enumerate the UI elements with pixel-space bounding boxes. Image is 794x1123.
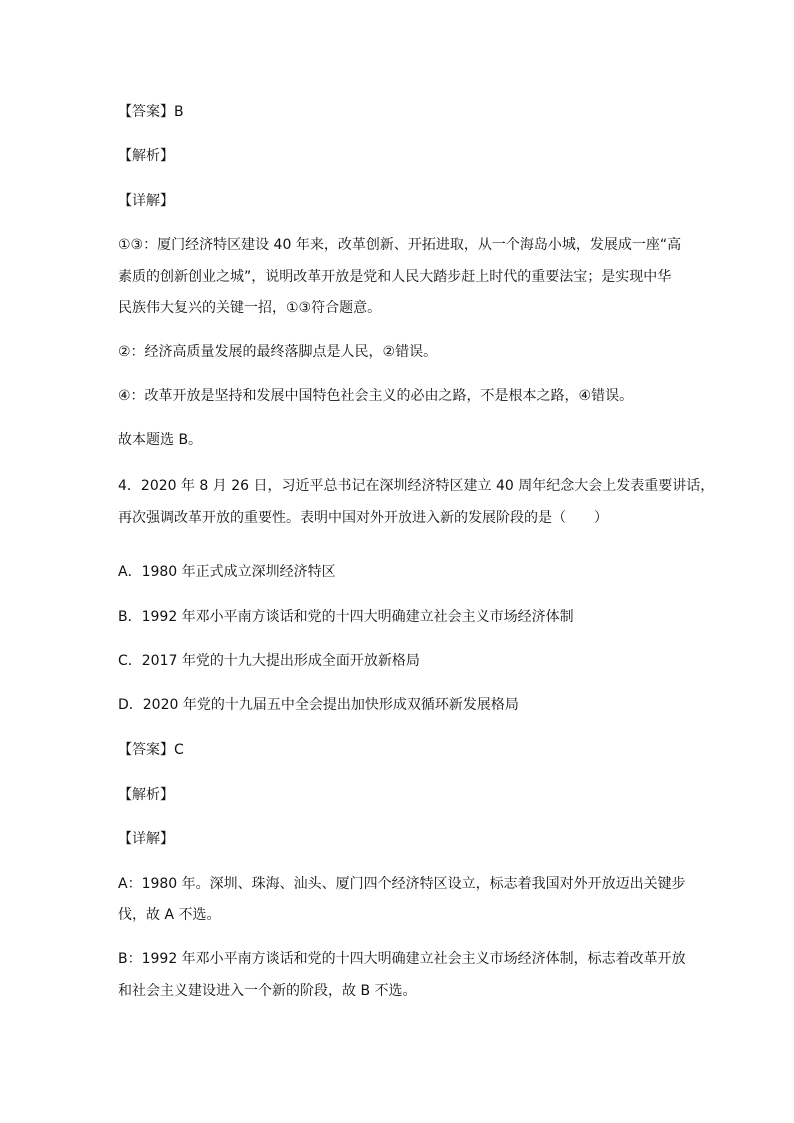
option-b: B．1992 年邓小平南方谈话和党的十四大明确建立社会主义市场经济体制 bbox=[118, 609, 574, 625]
detail-label-1: 【详解】 bbox=[118, 193, 174, 209]
explanation-4: ④：改革开放是坚持和发展中国特色社会主义的必由之路，不是根本之路，④错误。 bbox=[118, 388, 634, 404]
analysis-label-2: 【解析】 bbox=[118, 787, 174, 803]
answer-label-2: 【答案】C bbox=[118, 742, 184, 758]
detail-label-2: 【详解】 bbox=[118, 831, 174, 847]
explanation-13-line-2: 素质的创新创业之城”，说明改革开放是党和人民大踏步赶上时代的重要法宝；是实现中华 bbox=[118, 269, 672, 285]
explanation-13-line-3: 民族伟大复兴的关键一招，①③符合题意。 bbox=[118, 300, 382, 316]
explanation-b-line-2: 和社会主义建设进入一个新的阶段，故 B 不选。 bbox=[118, 983, 417, 999]
explanation-a-line-2: 伐，故 A 不选。 bbox=[118, 907, 221, 923]
explanation-b-line-1: B：1992 年邓小平南方谈话和党的十四大明确建立社会主义市场经济体制，标志着改革开放 bbox=[118, 951, 686, 967]
option-a: A．1980 年正式成立深圳经济特区 bbox=[118, 564, 336, 580]
question-4-line-1: 4．2020 年 8 月 26 日，习近平总书记在深圳经济特区建立 40 周年纪念大会上发表重要讲话， bbox=[118, 478, 715, 494]
analysis-label-1: 【解析】 bbox=[118, 148, 174, 164]
explanation-2: ②：经济高质量发展的最终落脚点是人民，②错误。 bbox=[118, 344, 438, 360]
question-4-line-2: 再次强调改革开放的重要性。表明中国对外开放进入新的发展阶段的是（ ） bbox=[118, 510, 608, 526]
option-c: C．2017 年党的十九大提出形成全面开放新格局 bbox=[118, 653, 420, 669]
explanation-13-line-1: ①③：厦门经济特区建设 40 年来，改革创新、开拓进取，从一个海岛小城，发展成一座“高 bbox=[118, 237, 682, 253]
conclusion: 故本题选 B。 bbox=[118, 432, 203, 448]
answer-label-1: 【答案】B bbox=[118, 104, 184, 120]
explanation-a-line-1: A：1980 年。深圳、珠海、汕头、厦门四个经济特区设立，标志着我国对外开放迈出关键步 bbox=[118, 876, 686, 892]
option-d: D．2020 年党的十九届五中全会提出加快形成双循环新发展格局 bbox=[118, 697, 519, 713]
